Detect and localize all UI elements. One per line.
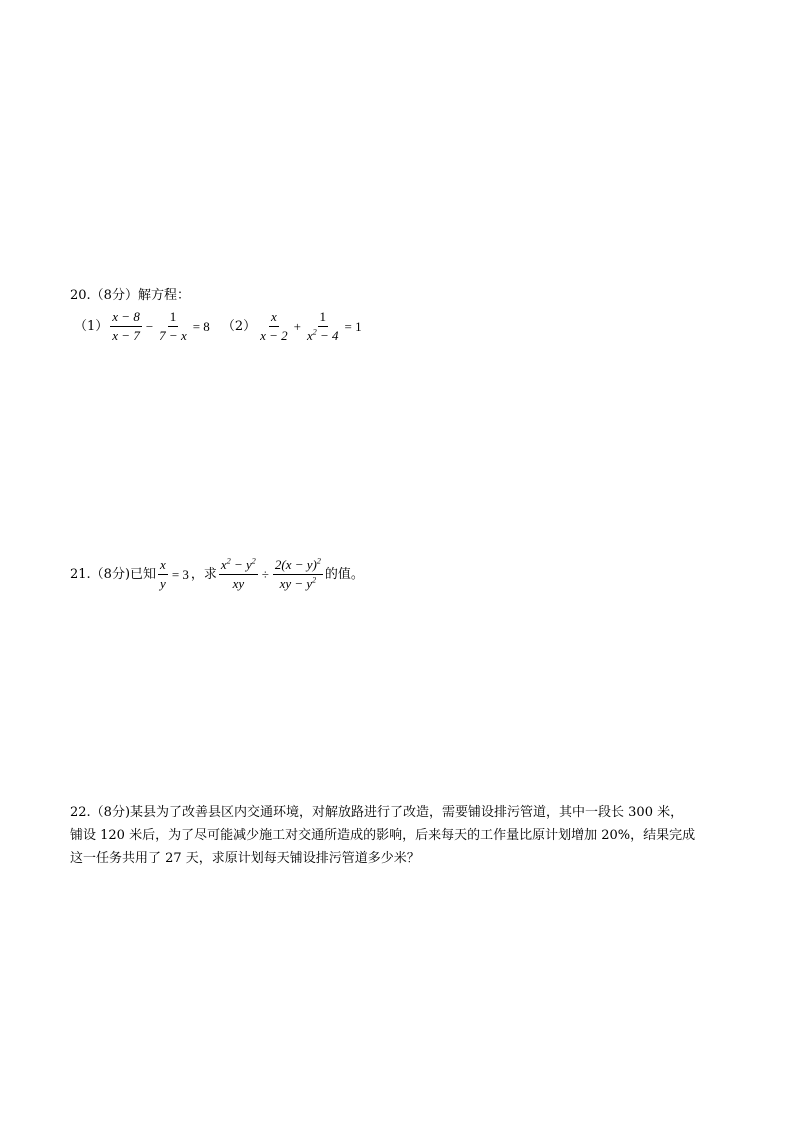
question-20-equations [74, 309, 364, 344]
exponent: 2 [312, 327, 317, 337]
question-21-mid-text: ，求 [190, 567, 217, 582]
exponent: 2 [251, 556, 256, 566]
given-expression [156, 557, 191, 592]
denominator: xy [232, 576, 245, 591]
part-1-label: （1） [74, 319, 109, 334]
denominator-part: − 4 [316, 328, 339, 343]
question-21-line [70, 557, 364, 592]
denominator [278, 575, 319, 592]
fraction [158, 557, 168, 592]
exponent: 2 [312, 575, 317, 585]
question-22-line-1: 22.（8分)某县为了改善县区内交通环境，对解放路进行了改造，需要铺设排污管道，其中一段长 300 米， [70, 805, 684, 820]
numerator [219, 557, 258, 575]
question-21 [70, 557, 364, 592]
question-22 [70, 801, 730, 870]
target-expression [217, 557, 325, 592]
numerator: 1 [318, 309, 329, 327]
numerator-part: x [220, 557, 227, 572]
fraction [110, 309, 142, 344]
question-21-suffix: 的值。 [324, 567, 364, 582]
numerator: x − 8 [110, 309, 142, 327]
question-20-header: 20.（8分）解方程： [70, 288, 190, 303]
denominator [305, 327, 341, 344]
exponent: 2 [316, 556, 321, 566]
right-hand-side: = 8 [192, 319, 210, 334]
denominator: y [160, 576, 166, 591]
question-22-line-3: 这一任务共用了 27 天，求原计划每天铺设排污管道多少米？ [70, 851, 420, 866]
denominator-part: x [306, 328, 313, 343]
denominator-part: xy − y [279, 576, 313, 591]
numerator: x [158, 557, 168, 575]
operator: ÷ [261, 567, 269, 582]
right-hand-side: = 1 [344, 319, 362, 334]
operator: − [145, 319, 154, 334]
fraction [157, 309, 189, 344]
right-hand-side: = 3 [171, 567, 189, 582]
numerator: x [269, 309, 279, 327]
operator: + [293, 319, 301, 334]
exponent: 2 [226, 556, 231, 566]
numerator-part: − y [230, 557, 252, 572]
fraction [219, 557, 258, 592]
denominator: x − 7 [112, 328, 140, 343]
question-22-line-2: 铺设 120 米后，为了尽可能减少施工对交通所造成的影响，后来每天的工作量比原计划增加 20%，结果完成 [70, 828, 696, 843]
denominator: 7 − x [159, 328, 187, 343]
equation-2 [256, 309, 364, 344]
fraction [273, 557, 323, 592]
numerator-part: 2(x − y) [274, 557, 317, 572]
denominator: x − 2 [260, 328, 288, 343]
numerator: 1 [168, 309, 179, 327]
part-2-label: （2） [221, 319, 257, 334]
question-20 [70, 284, 364, 344]
fraction [305, 309, 341, 344]
equation-1 [108, 309, 212, 344]
question-21-prefix: 21.（8分)已知 [70, 567, 157, 582]
fraction [258, 309, 290, 344]
numerator [273, 557, 323, 575]
